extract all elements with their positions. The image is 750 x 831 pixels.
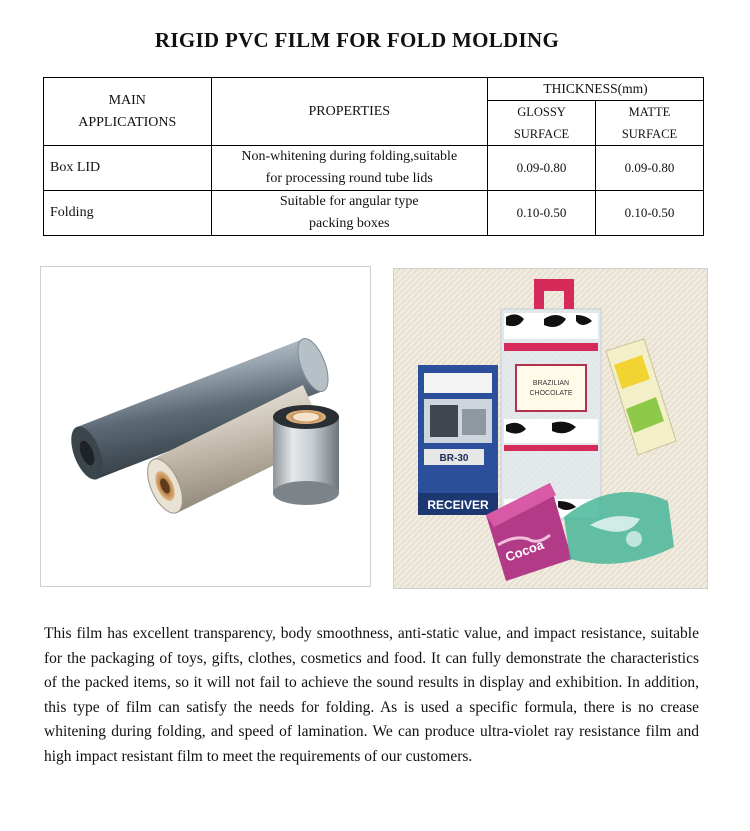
row-properties-line2: for processing round tube lids [265, 171, 433, 186]
row-matte-thickness: 0.10-0.50 [595, 191, 703, 236]
chocolate-label-line1: BRAZILIAN [532, 380, 570, 387]
header-matte-surface [595, 101, 703, 146]
row-properties-line2: packing boxes [309, 216, 390, 231]
row-application: Box LID [44, 146, 212, 191]
row-properties [211, 146, 488, 191]
page-title: RIGID PVC FILM FOR FOLD MOLDING [154, 28, 560, 52]
header-main-applications-line2: APPLICATIONS [78, 114, 177, 130]
row-properties [211, 191, 488, 236]
packaging-boxes-photo [393, 268, 708, 589]
header-glossy-line1: GLOSSY [517, 105, 566, 119]
table-header-row [44, 78, 704, 101]
header-properties: PROPERTIES [211, 78, 488, 146]
header-main-applications [44, 78, 212, 146]
header-glossy-line2: SURFACE [513, 127, 570, 141]
receiver-label: RECEIVER [427, 498, 489, 512]
receiver-model-label: BR-30 [439, 453, 469, 464]
header-glossy-surface [488, 101, 596, 146]
table-row [44, 191, 704, 236]
cocoa-label: Cocoa [503, 536, 546, 565]
film-rolls-photo [40, 266, 371, 587]
receiver-box [418, 365, 498, 515]
film-rolls-illustration [41, 267, 370, 586]
packaging-boxes-illustration [394, 269, 707, 588]
row-glossy-thickness: 0.10-0.50 [488, 191, 596, 236]
row-properties-line1: Non-whitening during folding,suitable [241, 149, 458, 164]
row-properties-line1: Suitable for angular type [279, 194, 419, 209]
spec-table [43, 77, 704, 236]
header-thickness: THICKNESS(mm) [488, 78, 704, 101]
table-row [44, 146, 704, 191]
header-main-applications-line1: MAIN [108, 92, 146, 108]
header-matte-line2: SURFACE [621, 127, 678, 141]
product-description: This film has excellent transparency, body smoothness, anti-static value, and impact resistance, suitable for the packaging of toys, gifts, clothes, cosmetics and food. It can fully demonstrate the characteristics of the packed items, so it will not fail to achieve the sound results in display and exhibition. In addition, this type of film can satisfy the needs for folding. As is used a specific formula, there is no crease whitening during folding, and speed of lamination. We can produce ultra-violet ray resistance film and high impact resistant film to meet the requirements of our customers. [44, 625, 699, 765]
row-glossy-thickness: 0.09-0.80 [488, 146, 596, 191]
header-matte-line1: MATTE [628, 105, 671, 119]
row-matte-thickness: 0.09-0.80 [595, 146, 703, 191]
chocolate-label-line2: CHOCOLATE [529, 390, 573, 397]
row-application: Folding [44, 191, 212, 236]
tall-clear-box [501, 279, 601, 519]
